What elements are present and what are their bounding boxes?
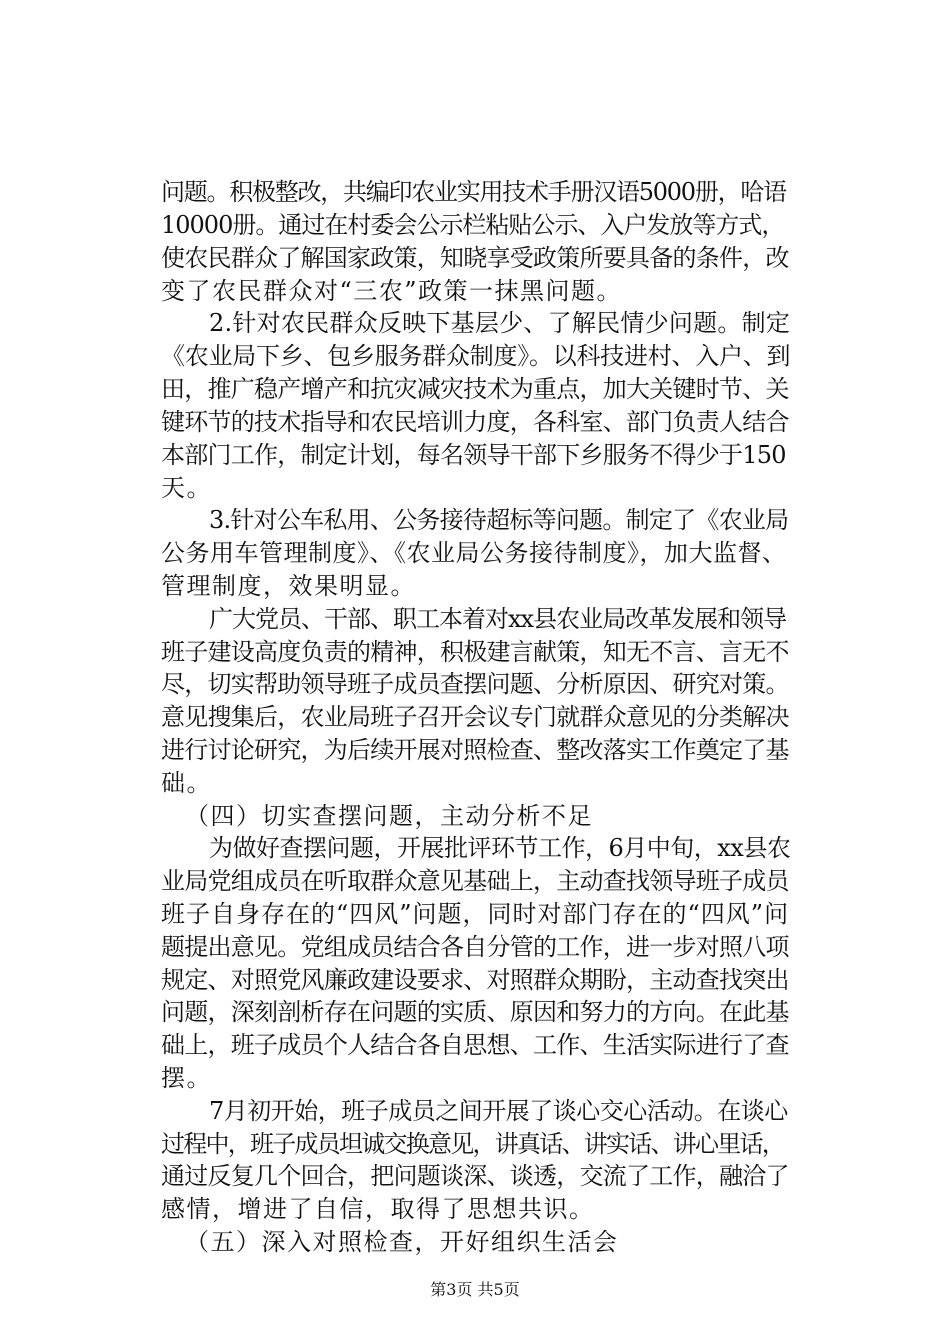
text-line: 班子自身存在的“四风”问题，同时对部门存在的“四风”问 xyxy=(161,900,790,928)
section-heading: （五）深入对照检查，开好组织生活会 xyxy=(185,1228,619,1256)
text-line: 7月初开始，班子成员之间开展了谈心交心活动。在谈心 xyxy=(209,1097,788,1125)
text-line: 本部门工作，制定计划，每名领导干部下乡服务不得少于150 xyxy=(161,441,786,469)
text-line: 管理制度，效果明显。 xyxy=(161,572,416,600)
text-line: 班子建设高度负责的精神，积极建言献策，知无不言、言无不 xyxy=(161,638,789,666)
text-line: 业局党组成员在听取群众意见基础上，主动查找领导班子成员 xyxy=(161,867,789,895)
section-heading: （四）切实查摆问题，主动分析不足 xyxy=(185,802,593,830)
text-line: 公务用车管理制度》、《农业局公务接待制度》，加大监督、 xyxy=(161,539,787,567)
text-line: 进行讨论研究，为后续开展对照检查、整改落实工作奠定了基 xyxy=(161,736,789,764)
text-line: 10000册。通过在村委会公示栏粘贴公示、入户发放等方式， xyxy=(161,211,785,239)
text-line: 为做好查摆问题，开展批评环节工作，6月中旬，xx县农 xyxy=(209,834,791,862)
text-line: 天。 xyxy=(161,474,212,502)
text-line: 感情，增进了自信，取得了思想共识。 xyxy=(161,1195,595,1223)
text-line: 问题，深刻剖析存在问题的实质、原因和努力的方向。在此基 xyxy=(161,998,789,1026)
text-line: 通过反复几个回合，把问题谈深、谈透，交流了工作，融洽了 xyxy=(161,1162,789,1190)
text-line: 题提出意见。党组成员结合各自分管的工作，进一步对照八项 xyxy=(161,933,789,961)
text-line: 尽，切实帮助领导班子成员查摆问题、分析原因、研究对策。 xyxy=(161,670,789,698)
text-line: 2.针对农民群众反映下基层少、了解民情少问题。制定 xyxy=(209,309,791,337)
text-line: 田，推广稳产增产和抗灾减灾技术为重点，加大关键时节、关 xyxy=(161,375,789,403)
text-line: 3.针对公车私用、公务接待超标等问题。制定了《农业局 xyxy=(209,506,789,534)
text-line: 变了农民群众对“三农”政策一抹黑问题。 xyxy=(161,277,623,305)
text-line: 意见搜集后，农业局班子召开会议专门就群众意见的分类解决 xyxy=(161,703,789,731)
text-line: 摆。 xyxy=(161,1064,212,1092)
text-line: 问题。积极整改，共编印农业实用技术手册汉语5000册，哈语 xyxy=(161,178,786,206)
text-line: 础上，班子成员个人结合各自思想、工作、生活实际进行了查 xyxy=(161,1031,789,1059)
text-line: 规定、对照党风廉政建设要求、对照群众期盼，主动查找突出 xyxy=(161,966,789,994)
page-number-footer: 第3页 共5页 xyxy=(430,1280,520,1299)
text-line: 过程中，班子成员坦诚交换意见，讲真话、讲实话、讲心里话， xyxy=(161,1130,784,1158)
text-line: 使农民群众了解国家政策，知晓享受政策所要具备的条件，改 xyxy=(161,244,789,272)
text-line: 键环节的技术指导和农民培训力度，各科室、部门负责人结合 xyxy=(161,408,789,436)
text-line: 础。 xyxy=(161,769,212,797)
text-line: 广大党员、干部、职工本着对xx县农业局改革发展和领导 xyxy=(209,605,787,633)
text-line: 《农业局下乡、包乡服务群众制度》。以科技进村、入户、到 xyxy=(161,342,791,370)
